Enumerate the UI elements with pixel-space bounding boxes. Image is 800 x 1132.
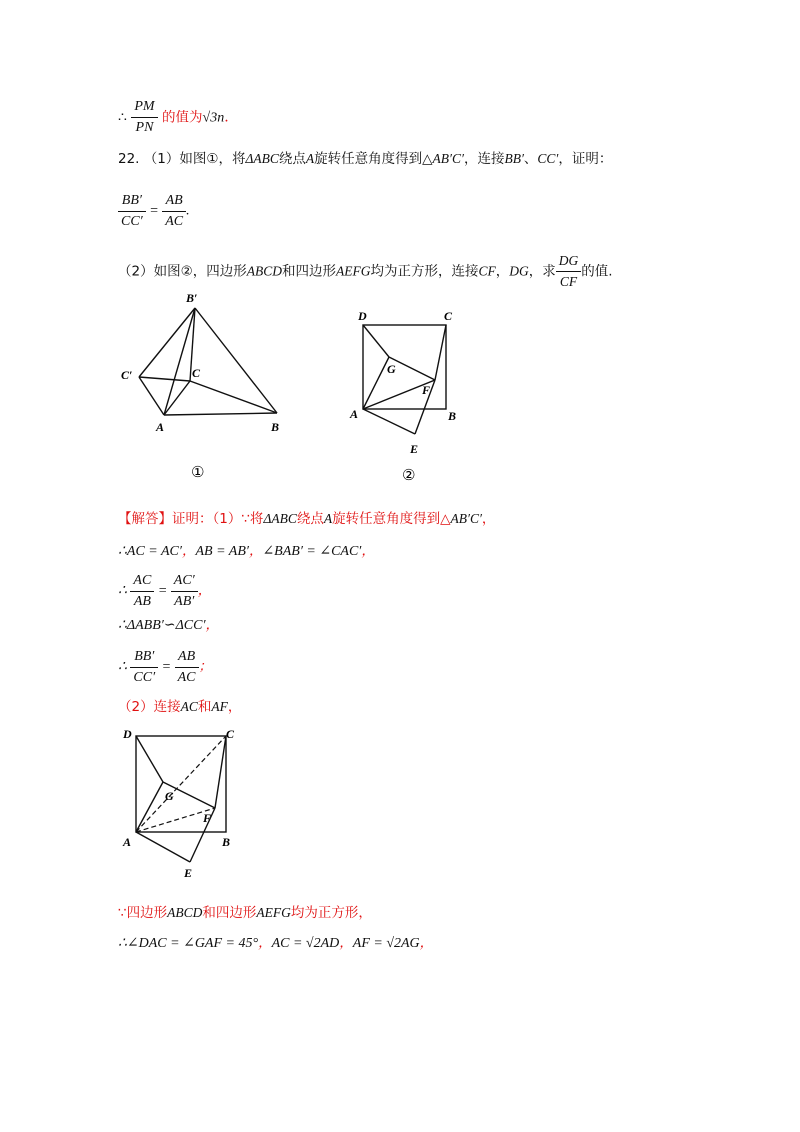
fraction-denominator: AB [133, 594, 151, 609]
line-end: . [224, 109, 229, 126]
fraction-numerator: AC′ [171, 572, 198, 592]
fraction [130, 572, 154, 611]
text: ， [227, 699, 242, 715]
math: AB′C′ [432, 151, 464, 166]
math: ∴ΔABB′∽ΔCC′ [118, 618, 206, 633]
fraction [175, 648, 199, 687]
text: 的值. [581, 263, 613, 280]
period: . [186, 203, 190, 219]
text: 旋转任意角度得到△ [332, 511, 451, 527]
math: AF [211, 699, 228, 714]
text: ，证明： [558, 151, 613, 167]
text: ， [339, 935, 353, 951]
fraction-numerator: PM [131, 98, 157, 118]
text: ， [419, 935, 434, 951]
text: 旋转任意角度得到△ [314, 151, 433, 167]
text: ， [481, 511, 496, 527]
label-c: C [226, 727, 235, 741]
therefore-symbol: ∴ [118, 659, 127, 675]
fraction-ab-ac [162, 192, 186, 231]
therefore-symbol: ∴ [118, 109, 127, 126]
text: ， [205, 617, 220, 633]
fraction-pm-pn [131, 98, 157, 137]
math: ABCD [246, 263, 282, 279]
text: ， [197, 582, 212, 599]
solution-line-8 [118, 934, 433, 953]
label-d: D [358, 309, 367, 323]
label-b: B [222, 835, 231, 849]
solution-line-4 [118, 616, 219, 635]
math: AC = AC′ [126, 544, 182, 559]
text: 绕点 [278, 151, 306, 167]
label-a: A [350, 407, 359, 421]
solution-line-6 [118, 698, 241, 716]
figure-1-rotation [110, 285, 310, 485]
text: 和四边形 [281, 263, 336, 280]
math: ABCD [167, 905, 203, 920]
math: AC = √2AD [271, 936, 340, 951]
math: ΔABC [245, 151, 279, 166]
label-c: C [192, 366, 201, 380]
label-d: D [123, 727, 132, 741]
math: CC′ [537, 151, 559, 166]
solution-tag: 【解答】 [118, 511, 172, 527]
label-g: G [165, 789, 174, 803]
equals: = [157, 583, 168, 599]
fraction-denominator: AC [177, 670, 196, 685]
fraction-numerator: AB [175, 648, 199, 668]
fraction-denominator: PN [135, 120, 154, 135]
label-a: A [156, 420, 165, 434]
label-g: G [387, 362, 396, 376]
conclusion-line [118, 98, 229, 137]
solution-line-1 [118, 510, 495, 528]
label-c: C [444, 309, 453, 323]
fraction-numerator: BB′ [130, 648, 158, 668]
math: AB = AB′ [195, 544, 249, 559]
fraction-numerator: BB′ [118, 192, 146, 212]
label-e: E [184, 866, 193, 880]
label-a: A [123, 835, 132, 849]
text: ； [198, 658, 213, 675]
label-e: E [410, 442, 419, 456]
question-22-part1 [118, 150, 612, 168]
text: 绕点 [296, 511, 324, 527]
math: A [305, 151, 315, 166]
equals: = [149, 203, 159, 219]
label-f: F [422, 383, 431, 397]
text: （2）如图②，四边形 [118, 263, 247, 280]
question-number: 22. [118, 151, 140, 167]
figure-1-caption: ① [191, 463, 205, 481]
therefore-symbol: ∴ [118, 544, 127, 559]
label-c-prime: C′ [121, 368, 133, 382]
fraction-denominator: AB′ [174, 594, 195, 609]
math: BB′ [504, 151, 524, 166]
fraction-numerator: AB [162, 192, 186, 212]
figure-3-solution-diagram [118, 722, 258, 882]
math: AB′C′ [450, 511, 482, 526]
math: ∠BAB′ = ∠CAC′ [262, 544, 362, 559]
solution-line-5 [118, 648, 212, 687]
text: 均为正方形， [290, 905, 372, 921]
figure-2-caption: ② [402, 466, 416, 484]
fraction-denominator: CC′ [121, 214, 143, 229]
fraction-dg-cf [556, 252, 582, 291]
value-expression: √3n [202, 110, 225, 126]
text: ， [258, 935, 272, 951]
text: 和 [197, 699, 212, 715]
fraction-denominator: CF [559, 274, 578, 289]
solution-line-2 [118, 542, 375, 561]
equals: = [161, 659, 172, 675]
math: DG [509, 263, 529, 279]
math: AF = √2AG [352, 936, 420, 951]
text: ， [248, 543, 263, 559]
math: AC [180, 699, 198, 714]
solution-line-3 [118, 572, 211, 611]
text: ，求 [528, 263, 556, 280]
fraction [130, 648, 158, 687]
solution-line-7 [118, 904, 372, 922]
value-text: 的值为 [162, 109, 203, 126]
math: CF [478, 263, 496, 279]
fraction-denominator: CC′ [133, 670, 156, 685]
label-b: B [271, 420, 280, 434]
math: AEFG [256, 905, 291, 920]
text: （2）连接 [118, 699, 181, 715]
label-b-prime: B′ [186, 291, 198, 305]
math: A [323, 511, 333, 526]
text: ∵四边形 [118, 905, 168, 921]
fraction-bb-cc [118, 192, 146, 231]
label-f: F [203, 811, 212, 825]
fraction-denominator: AC [165, 214, 184, 229]
text: ，连接 [463, 151, 505, 167]
figure-2-squares [340, 300, 490, 490]
therefore-symbol: ∴ [118, 583, 127, 599]
text: 证明：（1）∵将 [172, 511, 264, 527]
text: 、 [523, 151, 538, 167]
fraction-numerator: AC [130, 572, 154, 592]
text: ， [181, 543, 196, 559]
math: AEFG [335, 263, 371, 279]
label-b: B [448, 409, 457, 423]
question-22-ratio [118, 192, 190, 231]
text: ， [495, 263, 510, 280]
math: ΔABC [263, 511, 297, 526]
fraction-numerator: DG [556, 252, 582, 272]
text: ， [361, 543, 375, 559]
text: 均为正方形，连接 [370, 263, 479, 280]
text: 和四边形 [202, 905, 257, 921]
text: （1）如图①，将 [143, 151, 246, 167]
math: ∴∠DAC = ∠GAF = 45° [118, 936, 259, 951]
fraction [171, 572, 198, 611]
